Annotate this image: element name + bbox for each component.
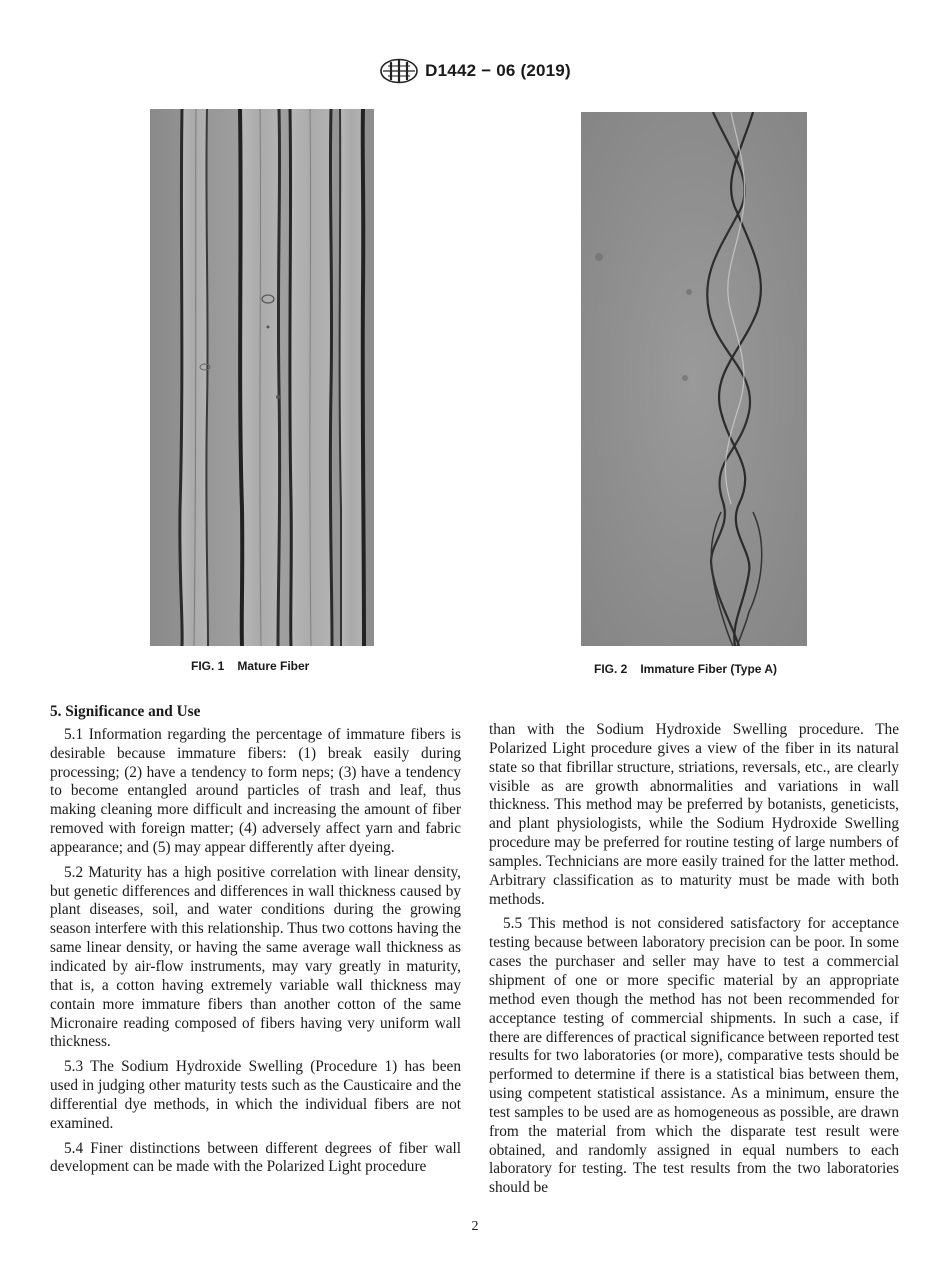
document-id: D1442 − 06 (2019) <box>425 61 571 80</box>
section-title: 5. Significance and Use <box>50 703 201 720</box>
paragraph-5-4: 5.4 Finer distinctions between different degrees of fiber wall development can be made with the Polarized Light procedure <box>50 1139 461 1176</box>
paragraph-5-4-continued: than with the Sodium Hydroxide Swelling procedure. The Polarized Light procedure gives a view of the fiber in its natural state so that fibrillar structure, striations, reversals, etc., are clearly visible as are growth abnormalities and variations in wall thickness. This method may be preferred by botanists, geneticists, and plant physiologists, while the Sodium Hydroxide Swelling procedure may be preferred for routine testing of large numbers of samples. Technicians are more easily trained for the latter method. Arbitrary classification as to maturity must be made with both methods. <box>489 721 899 908</box>
figure-1-title: Mature Fiber <box>237 659 310 673</box>
figure-1-caption <box>191 659 309 673</box>
figure-immature-fiber <box>581 112 807 646</box>
paragraph-5-2: 5.2 Maturity has a high positive correlation with linear density, but genetic differences and differences in wall thickness caused by plant diseases, soil, and water conditions during the growing season interfere with this relationship. Thus two cottons having the same linear density, or having the same average wall thickness as indicated by air-flow instruments, may vary greatly in maturity, that is, a cotton having extremely variable wall thickness may contain more immature fibers than another cotton of the same Micronaire reading composed of fibers having very uniform wall thickness. <box>50 863 461 1051</box>
astm-logo <box>379 58 419 84</box>
figure-2-number: FIG. 2 <box>594 662 628 676</box>
figure-2-title: Immature Fiber (Type A) <box>640 662 778 676</box>
paragraph-5-1: 5.1 Information regarding the percentage of immature fibers is desirable because immature fibers: (1) break easily during processing; (2) have a tendency to form neps; (3) have a tendency to become entangled around particles of trash and leaf, thus making cleaning more difficult and increasing the amount of fiber removed with foreign matter; (4) adversely affect yarn and fabric appearance; and (5) may appear differently after dyeing. <box>50 725 461 856</box>
left-column <box>50 703 461 1183</box>
page-number: 2 <box>471 1219 479 1234</box>
right-column <box>489 721 899 1204</box>
figure-mature-fiber <box>150 109 374 646</box>
page-header <box>0 56 950 86</box>
figure-2-caption <box>594 662 777 676</box>
figure-1-number: FIG. 1 <box>191 659 225 673</box>
paragraph-5-5: 5.5 This method is not considered satisfactory for acceptance testing because between laboratory precision can be poor. In some cases the purchaser and seller may have to test a commercial shipment of one or more specific material by an appropriate method even though the method has not been recommended for acceptance testing of commercial shipments. In such a case, if there are differences of practical significance between reported test results for two laboratories (or more), comparative tests should be performed to determine if there is a statistical bias between them, using competent statistical assistance. As a minimum, ensure the test samples to be used are as homogeneous as possible, are drawn from the material from which the disparate test result were obtained, and randomly assigned in equal numbers to each laboratory for testing. The test results from the two laboratories should be <box>489 915 899 1197</box>
paragraph-5-3: 5.3 The Sodium Hydroxide Swelling (Procedure 1) has been used in judging other maturity tests such as the Causticaire and the differential dye methods, in which the individual fibers are not examined. <box>50 1058 461 1132</box>
